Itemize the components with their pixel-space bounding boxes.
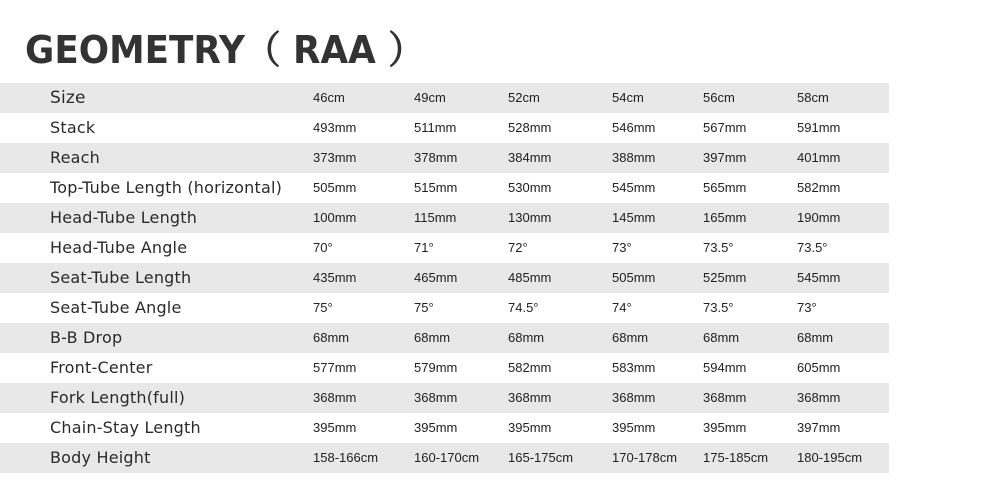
row-label: Head-Tube Angle: [50, 238, 188, 257]
table-cell: 525mm: [703, 270, 747, 285]
table-cell: 515mm: [414, 180, 458, 195]
table-cell: 401mm: [797, 150, 841, 165]
table-cell: 71°: [414, 240, 434, 255]
table-cell: 395mm: [313, 420, 357, 435]
table-row: [0, 293, 889, 323]
table-row: [0, 173, 889, 203]
table-row: [0, 113, 889, 143]
size-header: 54cm: [612, 90, 644, 105]
table-cell: 582mm: [797, 180, 841, 195]
table-cell: 528mm: [508, 120, 552, 135]
table-cell: 582mm: [508, 360, 552, 375]
table-header-row: [0, 83, 889, 113]
size-header: 56cm: [703, 90, 735, 105]
table-cell: 579mm: [414, 360, 458, 375]
table-cell: 395mm: [508, 420, 552, 435]
table-cell: 73.5°: [703, 240, 734, 255]
table-cell: 397mm: [797, 420, 841, 435]
table-cell: 545mm: [612, 180, 656, 195]
table-cell: 74.5°: [508, 300, 539, 315]
table-cell: 493mm: [313, 120, 357, 135]
table-cell: 158-166cm: [313, 450, 379, 465]
table-cell: 565mm: [703, 180, 747, 195]
table-cell: 583mm: [612, 360, 656, 375]
table-cell: 395mm: [414, 420, 458, 435]
row-label: Reach: [50, 148, 100, 167]
table-cell: 505mm: [612, 270, 656, 285]
table-cell: 68mm: [508, 330, 545, 345]
table-cell: 68mm: [797, 330, 834, 345]
geometry-table: [0, 83, 889, 473]
table-cell: 397mm: [703, 150, 747, 165]
table-row: [0, 413, 889, 443]
table-cell: 73°: [797, 300, 817, 315]
size-header: 52cm: [508, 90, 540, 105]
row-label: Body Height: [50, 448, 151, 467]
table-cell: 170-178cm: [612, 450, 678, 465]
table-cell: 180-195cm: [797, 450, 863, 465]
row-label: Chain-Stay Length: [50, 418, 201, 437]
table-cell: 388mm: [612, 150, 656, 165]
table-cell: 373mm: [313, 150, 357, 165]
table-cell: 74°: [612, 300, 632, 315]
table-cell: 378mm: [414, 150, 458, 165]
table-cell: 145mm: [612, 210, 656, 225]
table-cell: 546mm: [612, 120, 656, 135]
table-cell: 384mm: [508, 150, 552, 165]
table-cell: 485mm: [508, 270, 552, 285]
table-cell: 511mm: [414, 120, 457, 135]
row-label: Seat-Tube Angle: [50, 298, 182, 317]
table-cell: 567mm: [703, 120, 747, 135]
table-cell: 465mm: [414, 270, 458, 285]
table-row: [0, 443, 889, 473]
table-cell: 160-170cm: [414, 450, 480, 465]
table-cell: 505mm: [313, 180, 357, 195]
row-label: B-B Drop: [50, 328, 123, 347]
table-cell: 165-175cm: [508, 450, 574, 465]
table-row: [0, 383, 889, 413]
table-cell: 68mm: [414, 330, 451, 345]
row-label: Fork Length(full): [50, 388, 186, 407]
table-cell: 73.5°: [797, 240, 828, 255]
table-cell: 70°: [313, 240, 333, 255]
table-row: [0, 143, 889, 173]
table-row: [0, 353, 889, 383]
table-cell: 190mm: [797, 210, 841, 225]
size-header: 58cm: [797, 90, 829, 105]
table-cell: 75°: [313, 300, 333, 315]
table-cell: 530mm: [508, 180, 552, 195]
table-cell: 368mm: [414, 390, 458, 405]
table-cell: 165mm: [703, 210, 747, 225]
table-cell: 175-185cm: [703, 450, 769, 465]
table-cell: 368mm: [313, 390, 357, 405]
table-cell: 368mm: [508, 390, 552, 405]
table-cell: 73.5°: [703, 300, 734, 315]
size-header: 49cm: [414, 90, 446, 105]
table-cell: 395mm: [612, 420, 656, 435]
row-label: Head-Tube Length: [50, 208, 198, 227]
table-cell: 368mm: [797, 390, 841, 405]
table-row: [0, 233, 889, 263]
table-cell: 72°: [508, 240, 528, 255]
table-cell: 395mm: [703, 420, 747, 435]
row-label: Stack: [50, 118, 96, 137]
size-header: 46cm: [313, 90, 345, 105]
table-row: [0, 323, 889, 353]
row-label: Seat-Tube Length: [50, 268, 192, 287]
table-cell: 75°: [414, 300, 434, 315]
table-cell: 577mm: [313, 360, 357, 375]
table-cell: 591mm: [797, 120, 841, 135]
table-cell: 605mm: [797, 360, 841, 375]
table-cell: 594mm: [703, 360, 747, 375]
table-cell: 100mm: [313, 210, 357, 225]
page-title: GEOMETRY（ RAA ）: [25, 28, 424, 72]
table-cell: 130mm: [508, 210, 552, 225]
table-cell: 368mm: [703, 390, 747, 405]
table-cell: 435mm: [313, 270, 357, 285]
table-cell: 368mm: [612, 390, 656, 405]
row-label: Size: [50, 88, 86, 108]
table-cell: 73°: [612, 240, 632, 255]
table-row: [0, 263, 889, 293]
table-cell: 115mm: [414, 210, 457, 225]
table-cell: 68mm: [612, 330, 649, 345]
table-cell: 545mm: [797, 270, 841, 285]
row-label: Front-Center: [50, 358, 153, 377]
table-cell: 68mm: [703, 330, 740, 345]
table-cell: 68mm: [313, 330, 350, 345]
row-label: Top-Tube Length (horizontal): [50, 178, 283, 197]
table-row: [0, 203, 889, 233]
